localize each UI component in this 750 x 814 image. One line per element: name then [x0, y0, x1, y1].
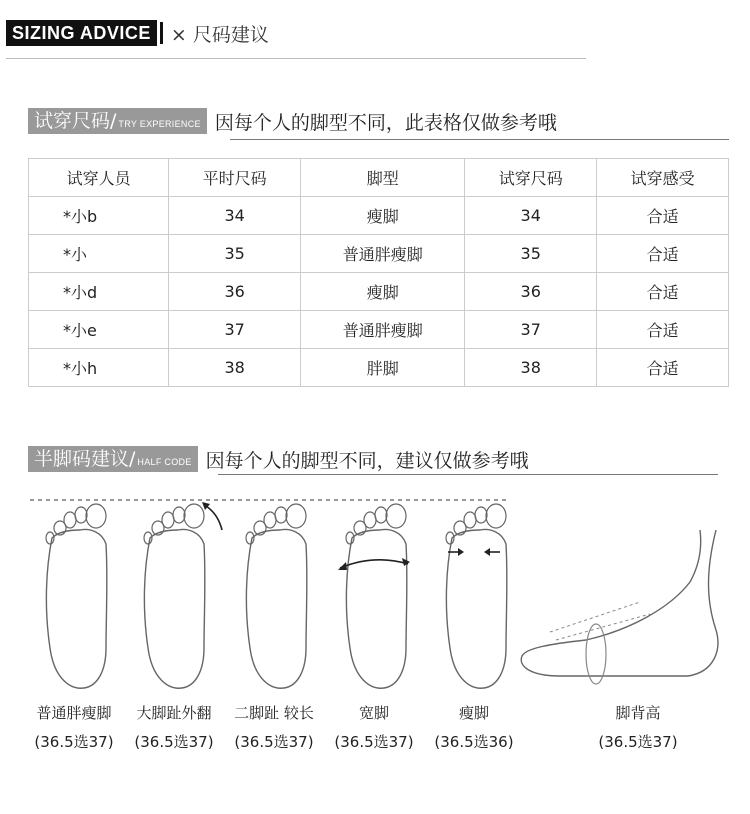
foot-type-name: 普通胖瘦脚 — [36, 704, 112, 722]
foot-type-advice: (36.5选37) — [334, 733, 414, 751]
foot-type-caption — [124, 702, 224, 752]
table-cell: *小h — [29, 349, 169, 387]
header-rule — [6, 58, 586, 59]
table-header-row — [29, 159, 729, 197]
foot-type-advice: (36.5选36) — [434, 733, 514, 751]
foot-type-name: 二脚趾 较长 — [234, 704, 314, 722]
table-cell: 38 — [169, 349, 301, 387]
foot-type-caption — [424, 702, 524, 752]
foot-bunion-icon — [144, 504, 205, 688]
table-cell: 合适 — [597, 273, 729, 311]
section-label-pill — [28, 446, 198, 472]
table-row — [29, 349, 729, 387]
foot-type-caption — [588, 702, 688, 752]
table-row — [29, 197, 729, 235]
bunion-arrow-icon — [206, 506, 222, 530]
foot-wide-icon — [346, 504, 407, 688]
table-cell: 34 — [169, 197, 301, 235]
section-underline — [230, 139, 729, 140]
foot-type-name: 宽脚 — [358, 704, 389, 722]
foot-type-advice: (36.5选37) — [34, 733, 114, 751]
foot-high-instep-icon — [521, 530, 718, 684]
table-cell: 合适 — [597, 197, 729, 235]
table-cell: 胖脚 — [301, 349, 465, 387]
foot-type-name: 瘦脚 — [458, 704, 489, 722]
table-cell: 合适 — [597, 349, 729, 387]
table-cell: 普通胖瘦脚 — [301, 235, 465, 273]
foot-type-name: 大脚趾外翻 — [136, 704, 212, 722]
try-experience-table — [28, 158, 729, 387]
section-note: 因每个人的脚型不同，建议仅做参考哦 — [205, 450, 529, 472]
table-cell: 37 — [465, 311, 597, 349]
table-cell: 37 — [169, 311, 301, 349]
sizing-advice-badge: SIZING ADVICE — [6, 20, 157, 46]
section-label-cn: 试穿尺码/ — [34, 110, 117, 132]
table-cell: 合适 — [597, 235, 729, 273]
table-cell: *小e — [29, 311, 169, 349]
foot-normal-icon — [46, 504, 107, 688]
section-label-pill — [28, 108, 207, 134]
table-header-cell: 试穿感受 — [597, 159, 729, 197]
table-header-cell: 脚型 — [301, 159, 465, 197]
table-cell: 合适 — [597, 311, 729, 349]
table-cell: 38 — [465, 349, 597, 387]
section-note: 因每个人的脚型不同，此表格仅做参考哦 — [214, 112, 557, 134]
foot-type-caption — [24, 702, 124, 752]
section-half-code-title — [28, 446, 529, 472]
section-underline — [218, 474, 718, 475]
table-header-cell: 试穿尺码 — [465, 159, 597, 197]
table-row — [29, 273, 729, 311]
table-cell: *小d — [29, 273, 169, 311]
table-cell: 36 — [465, 273, 597, 311]
header-divider-bar — [160, 22, 163, 44]
foot-slim-icon — [446, 504, 507, 688]
table-cell: 瘦脚 — [301, 197, 465, 235]
foot-type-advice: (36.5选37) — [598, 733, 678, 751]
sizing-header — [6, 20, 269, 46]
foot-type-advice: (36.5选37) — [234, 733, 314, 751]
foot-type-name: 脚背高 — [615, 704, 661, 722]
table-cell: 瘦脚 — [301, 273, 465, 311]
foot-type-advice: (36.5选37) — [134, 733, 214, 751]
table-header-cell: 试穿人员 — [29, 159, 169, 197]
table-header-cell: 平时尺码 — [169, 159, 301, 197]
table-cell: 35 — [465, 235, 597, 273]
section-label-en: HALF CODE — [137, 457, 192, 467]
table-cell: 普通胖瘦脚 — [301, 311, 465, 349]
foot-type-caption — [324, 702, 424, 752]
table-cell: 35 — [169, 235, 301, 273]
table-row — [29, 311, 729, 349]
section-label-en: TRY EXPERIENCE — [118, 119, 201, 129]
section-label-cn: 半脚码建议/ — [34, 448, 136, 470]
table-cell: 34 — [465, 197, 597, 235]
section-try-experience-title — [28, 108, 557, 134]
table-cell: 36 — [169, 273, 301, 311]
header-subtitle: × 尺码建议 — [170, 23, 269, 46]
table-row — [29, 235, 729, 273]
table-cell: *小b — [29, 197, 169, 235]
foot-type-caption — [224, 702, 324, 752]
wide-foot-arrow-icon — [340, 560, 408, 568]
foot-long-second-toe-icon — [246, 504, 307, 688]
foot-types-illustration — [0, 490, 750, 690]
table-cell: *小 — [29, 235, 169, 273]
